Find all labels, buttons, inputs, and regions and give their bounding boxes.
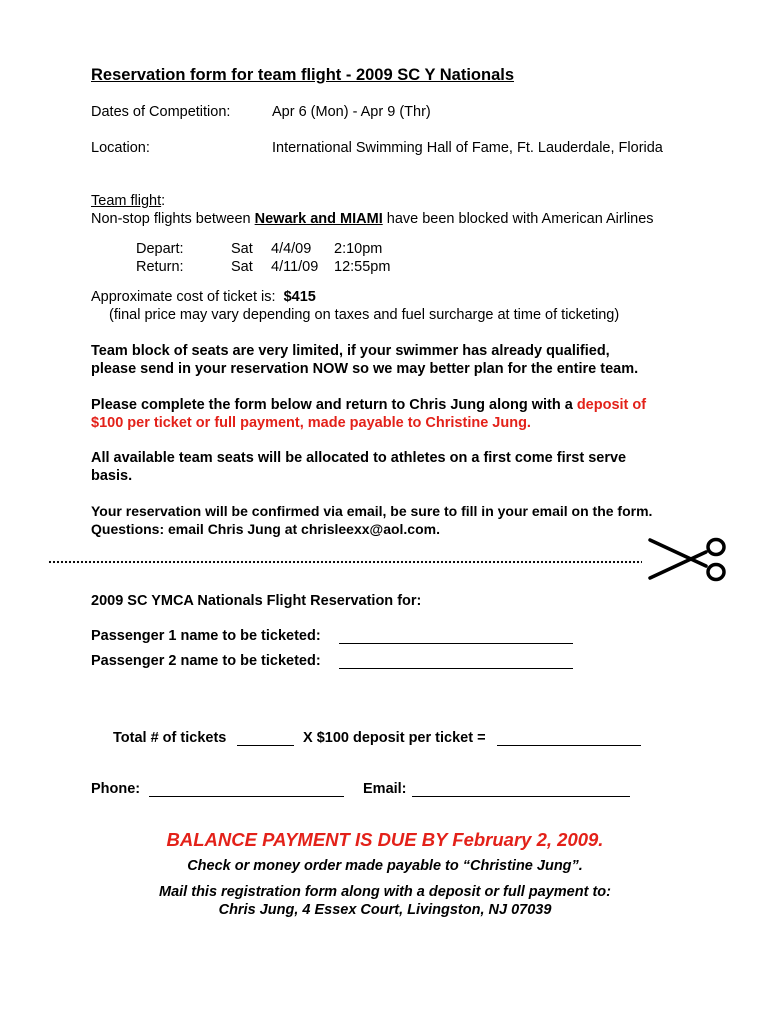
balance-heading: BALANCE PAYMENT IS DUE BY February 2, 2009. bbox=[166, 829, 604, 850]
location-label: Location: bbox=[91, 140, 150, 156]
depart-date: 4/4/09 bbox=[271, 241, 312, 257]
form-heading: 2009 SC YMCA Nationals Flight Reservation for: bbox=[91, 593, 422, 609]
tickets-label: Total # of tickets bbox=[113, 730, 227, 746]
scissors-icon bbox=[648, 536, 728, 584]
team-flight-heading-text: Team flight bbox=[91, 193, 162, 209]
dates-label: Dates of Competition: bbox=[91, 104, 231, 120]
notice-email-line1: Your reservation will be confirmed via email, be sure to fill in your email on the form. bbox=[91, 503, 653, 519]
passenger2-label: Passenger 2 name to be ticketed: bbox=[91, 653, 321, 669]
team-flight-heading bbox=[91, 193, 165, 209]
phone-label: Phone: bbox=[91, 781, 141, 797]
team-flight-line-pre: Non-stop flights between bbox=[91, 211, 255, 227]
return-day: Sat bbox=[231, 259, 253, 275]
notice-deposit-line2: $100 per ticket or full payment, made payable to Christine Jung. bbox=[91, 415, 531, 431]
tickets-count-field[interactable] bbox=[237, 732, 294, 746]
team-flight-heading-colon: : bbox=[161, 193, 166, 209]
page-title: Reservation form for team flight - 2009 SC Y Nationals bbox=[91, 66, 515, 84]
email-field[interactable] bbox=[412, 783, 630, 797]
dates-value: Apr 6 (Mon) - Apr 9 (Thr) bbox=[272, 104, 431, 120]
location-value: International Swimming Hall of Fame, Ft. Lauderdale, Florida bbox=[272, 140, 663, 156]
balance-address-line: Chris Jung, 4 Essex Court, Livingston, NJ 07039 bbox=[218, 902, 552, 918]
cost-amount: $415 bbox=[283, 289, 316, 305]
notice-deposit-black: Please complete the form below and return to Chris Jung along with a bbox=[91, 397, 577, 413]
return-label: Return: bbox=[136, 259, 184, 275]
notice-seats-line2: please send in your reservation NOW so we may better plan for the entire team. bbox=[91, 361, 639, 377]
balance-mail-line: Mail this registration form along with a deposit or full payment to: bbox=[159, 884, 611, 900]
team-flight-line bbox=[91, 211, 654, 227]
email-label: Email: bbox=[363, 781, 407, 797]
passenger1-name-field[interactable] bbox=[339, 630, 573, 644]
passenger2-name-field[interactable] bbox=[339, 655, 573, 669]
cost-line bbox=[91, 289, 316, 305]
phone-field[interactable] bbox=[149, 783, 344, 797]
notice-allocation-line1: All available team seats will be allocated to athletes on a first come first serve bbox=[91, 450, 627, 466]
notice-deposit-red: deposit of bbox=[576, 397, 647, 413]
return-date: 4/11/09 bbox=[271, 259, 319, 275]
passenger1-label: Passenger 1 name to be ticketed: bbox=[91, 628, 321, 644]
return-time: 12:55pm bbox=[334, 259, 391, 275]
depart-day: Sat bbox=[231, 241, 253, 257]
cost-label: Approximate cost of ticket is: bbox=[91, 289, 284, 305]
deposit-label: X $100 deposit per ticket = bbox=[303, 730, 486, 746]
cut-line bbox=[48, 560, 642, 564]
notice-seats-line1: Team block of seats are very limited, if your swimmer has already qualified, bbox=[91, 343, 610, 359]
depart-time: 2:10pm bbox=[334, 241, 383, 257]
depart-label: Depart: bbox=[136, 241, 184, 257]
notice-deposit-line1 bbox=[91, 397, 646, 413]
team-flight-line-post: have been blocked with American Airlines bbox=[382, 211, 654, 227]
notice-email-line2: Questions: email Chris Jung at chrisleexx@aol.com. bbox=[91, 521, 440, 537]
notice-allocation-line2: basis. bbox=[91, 468, 133, 484]
team-flight-route: Newark and MIAMI bbox=[254, 211, 383, 227]
cost-note: (final price may vary depending on taxes and fuel surcharge at time of ticketing) bbox=[109, 307, 620, 323]
deposit-total-field[interactable] bbox=[497, 732, 641, 746]
balance-check-line: Check or money order made payable to “Christine Jung”. bbox=[187, 858, 583, 874]
